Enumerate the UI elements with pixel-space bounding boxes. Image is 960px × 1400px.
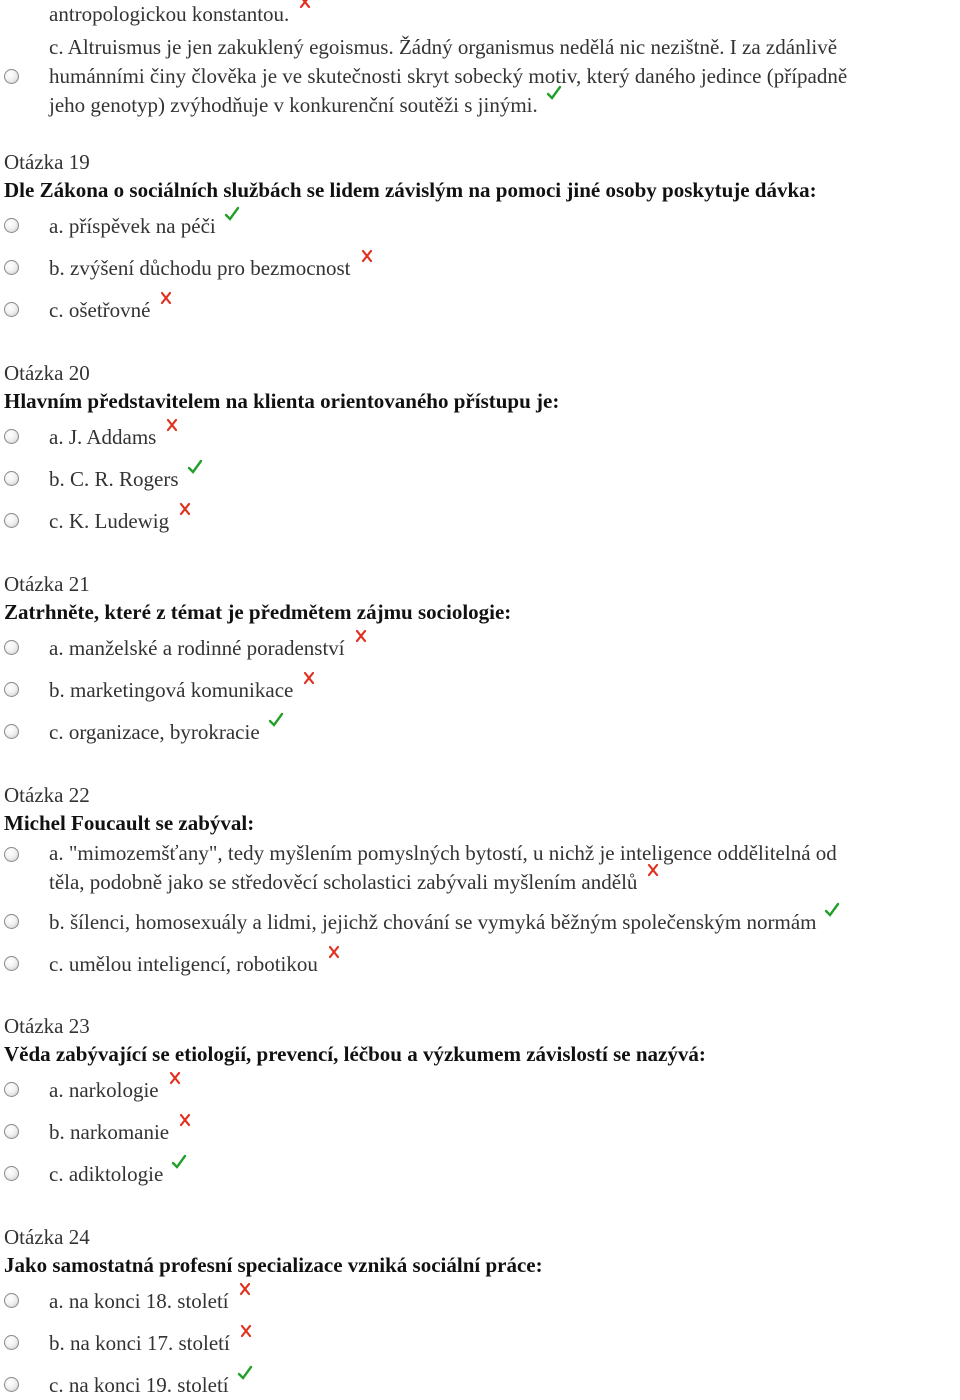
correct-check-icon — [224, 206, 238, 222]
option-line-text: c. Altruismus je jen zakuklený egoismus. Žádný organismus nedělá nic nezištně. I za zdánlivě — [49, 35, 838, 59]
option-line — [49, 868, 837, 897]
question-number: Otázka 21 — [4, 572, 90, 596]
radio-button-icon[interactable] — [4, 1335, 19, 1350]
incorrect-cross-icon — [177, 1112, 191, 1128]
radio-button-icon[interactable] — [4, 682, 19, 697]
question-text: Hlavním představitelem na klienta orientovaného přístupu je: — [4, 389, 560, 413]
option-line — [49, 1160, 185, 1189]
radio-button-icon[interactable] — [4, 1082, 19, 1097]
option-line — [49, 1287, 251, 1316]
option-line — [49, 908, 838, 937]
incorrect-cross-icon — [645, 862, 659, 878]
option-line-text: c. organizace, byrokracie — [49, 720, 260, 744]
correct-check-icon — [268, 712, 282, 728]
option-line-text: b. šílenci, homosexuály a lidmi, jejichž chování se vymyká běžným společenským normám — [49, 910, 817, 934]
option-label — [49, 839, 837, 897]
option-line — [49, 212, 238, 241]
option-line — [49, 1118, 191, 1147]
option-line-text: a. příspěvek na péči — [49, 214, 216, 238]
option-line-text: c. umělou inteligencí, robotikou — [49, 952, 318, 976]
incorrect-cross-icon — [158, 290, 172, 306]
question-text: Jako samostatná profesní specializace vzniká sociální práce: — [4, 1253, 543, 1277]
radio-button-icon[interactable] — [4, 1377, 19, 1392]
option-label — [49, 950, 340, 979]
radio-button-icon[interactable] — [4, 724, 19, 739]
option-line — [49, 254, 373, 283]
option-line — [49, 1076, 181, 1105]
option-label — [49, 33, 847, 120]
option-line — [49, 718, 282, 747]
option-line — [49, 91, 847, 120]
question-number: Otázka 19 — [4, 150, 90, 174]
question-text: Zatrhněte, které z témat je předmětem zájmu sociologie: — [4, 600, 512, 624]
question-text: Michel Foucault se zabýval: — [4, 811, 255, 835]
correct-check-icon — [171, 1154, 185, 1170]
option-line-text: a. na konci 18. století — [49, 1289, 229, 1313]
option-line-text: b. marketingová komunikace — [49, 678, 294, 702]
question-number: Otázka 22 — [4, 783, 90, 807]
incorrect-cross-icon — [297, 0, 311, 10]
option-label — [49, 296, 172, 325]
option-line-text: b. zvýšení důchodu pro bezmocnost — [49, 256, 351, 280]
incorrect-cross-icon — [238, 1323, 252, 1339]
option-label — [49, 908, 838, 937]
correct-check-icon — [546, 85, 560, 101]
option-line — [49, 507, 191, 536]
option-label — [49, 676, 315, 705]
option-line — [49, 1329, 252, 1358]
incorrect-cross-icon — [353, 628, 367, 644]
option-label — [49, 465, 201, 494]
option-line — [49, 62, 847, 91]
option-line-text: b. na konci 17. století — [49, 1331, 230, 1355]
question-text: Dle Zákona o sociálních službách se lidem závislým na pomoci jiné osoby poskytuje dávka: — [4, 178, 817, 202]
option-label — [49, 718, 282, 747]
option-line-text: a. "mimozemšťany", tedy myšlením pomyslných bytostí, u nichž je inteligence oddělitelná od — [49, 841, 837, 865]
option-label — [49, 507, 191, 536]
option-label — [49, 423, 178, 452]
incorrect-cross-icon — [301, 670, 315, 686]
option-label — [49, 1160, 185, 1189]
radio-button-icon[interactable] — [4, 69, 19, 84]
option-label — [49, 1076, 181, 1105]
option-label — [49, 254, 373, 283]
incorrect-cross-icon — [326, 944, 340, 960]
option-line — [49, 465, 201, 494]
correct-check-icon — [187, 459, 201, 475]
option-line — [49, 839, 837, 868]
option-line-text: a. narkologie — [49, 1078, 159, 1102]
correct-check-icon — [824, 902, 838, 918]
option-line — [49, 950, 340, 979]
question-number: Otázka 20 — [4, 361, 90, 385]
option-label — [49, 1287, 251, 1316]
option-line-text: jeho genotyp) zvýhodňuje v konkurenční soutěži s jinými. — [49, 93, 538, 117]
radio-button-icon[interactable] — [4, 1124, 19, 1139]
question-text: Věda zabývající se etiologií, prevencí, léčbou a výzkumem závislostí se nazývá: — [4, 1042, 706, 1066]
radio-button-icon[interactable] — [4, 429, 19, 444]
option-label — [49, 212, 238, 241]
option-line-text: b. C. R. Rogers — [49, 467, 179, 491]
incorrect-cross-icon — [164, 417, 178, 433]
option-line-text: těla, podobně jako se středověcí scholastici zabývali myšlením andělů — [49, 870, 638, 894]
option-line-text: c. na konci 19. století — [49, 1373, 229, 1397]
option-label — [49, 1329, 252, 1358]
option-line — [49, 634, 367, 663]
incorrect-cross-icon — [237, 1281, 251, 1297]
question-number: Otázka 24 — [4, 1225, 90, 1249]
option-line: antropologickou konstantou. — [49, 2, 290, 26]
radio-button-icon[interactable] — [4, 847, 19, 862]
option-line-text: b. narkomanie — [49, 1120, 170, 1144]
option-line-text: c. K. Ludewig — [49, 509, 170, 533]
option-line-text: a. J. Addams — [49, 425, 157, 449]
option-line-text: humánními činy člověka je ve skutečnosti skryt sobecký motiv, který daného jedince (případně — [49, 64, 848, 88]
option-label — [49, 1118, 191, 1147]
question-number: Otázka 23 — [4, 1014, 90, 1038]
incorrect-cross-icon — [167, 1070, 181, 1086]
radio-button-icon[interactable] — [4, 218, 19, 233]
option-line — [49, 33, 847, 62]
radio-button-icon[interactable] — [4, 513, 19, 528]
radio-button-icon[interactable] — [4, 1166, 19, 1181]
radio-button-icon[interactable] — [4, 260, 19, 275]
radio-button-icon[interactable] — [4, 914, 19, 929]
option-label — [49, 0, 311, 29]
option-line — [49, 423, 178, 452]
radio-button-icon[interactable] — [4, 1293, 19, 1308]
radio-button-icon[interactable] — [4, 302, 19, 317]
correct-check-icon — [237, 1365, 251, 1381]
radio-button-icon[interactable] — [4, 471, 19, 486]
option-line-text: a. manželské a rodinné poradenství — [49, 636, 345, 660]
option-line-text: c. adiktologie — [49, 1162, 164, 1186]
incorrect-cross-icon — [177, 501, 191, 517]
option-line-text: c. ošetřovné — [49, 298, 151, 322]
option-line — [49, 676, 315, 705]
option-label — [49, 634, 367, 663]
incorrect-cross-icon — [359, 248, 373, 264]
radio-button-icon[interactable] — [4, 640, 19, 655]
radio-button-icon[interactable] — [4, 956, 19, 971]
option-line — [49, 296, 172, 325]
